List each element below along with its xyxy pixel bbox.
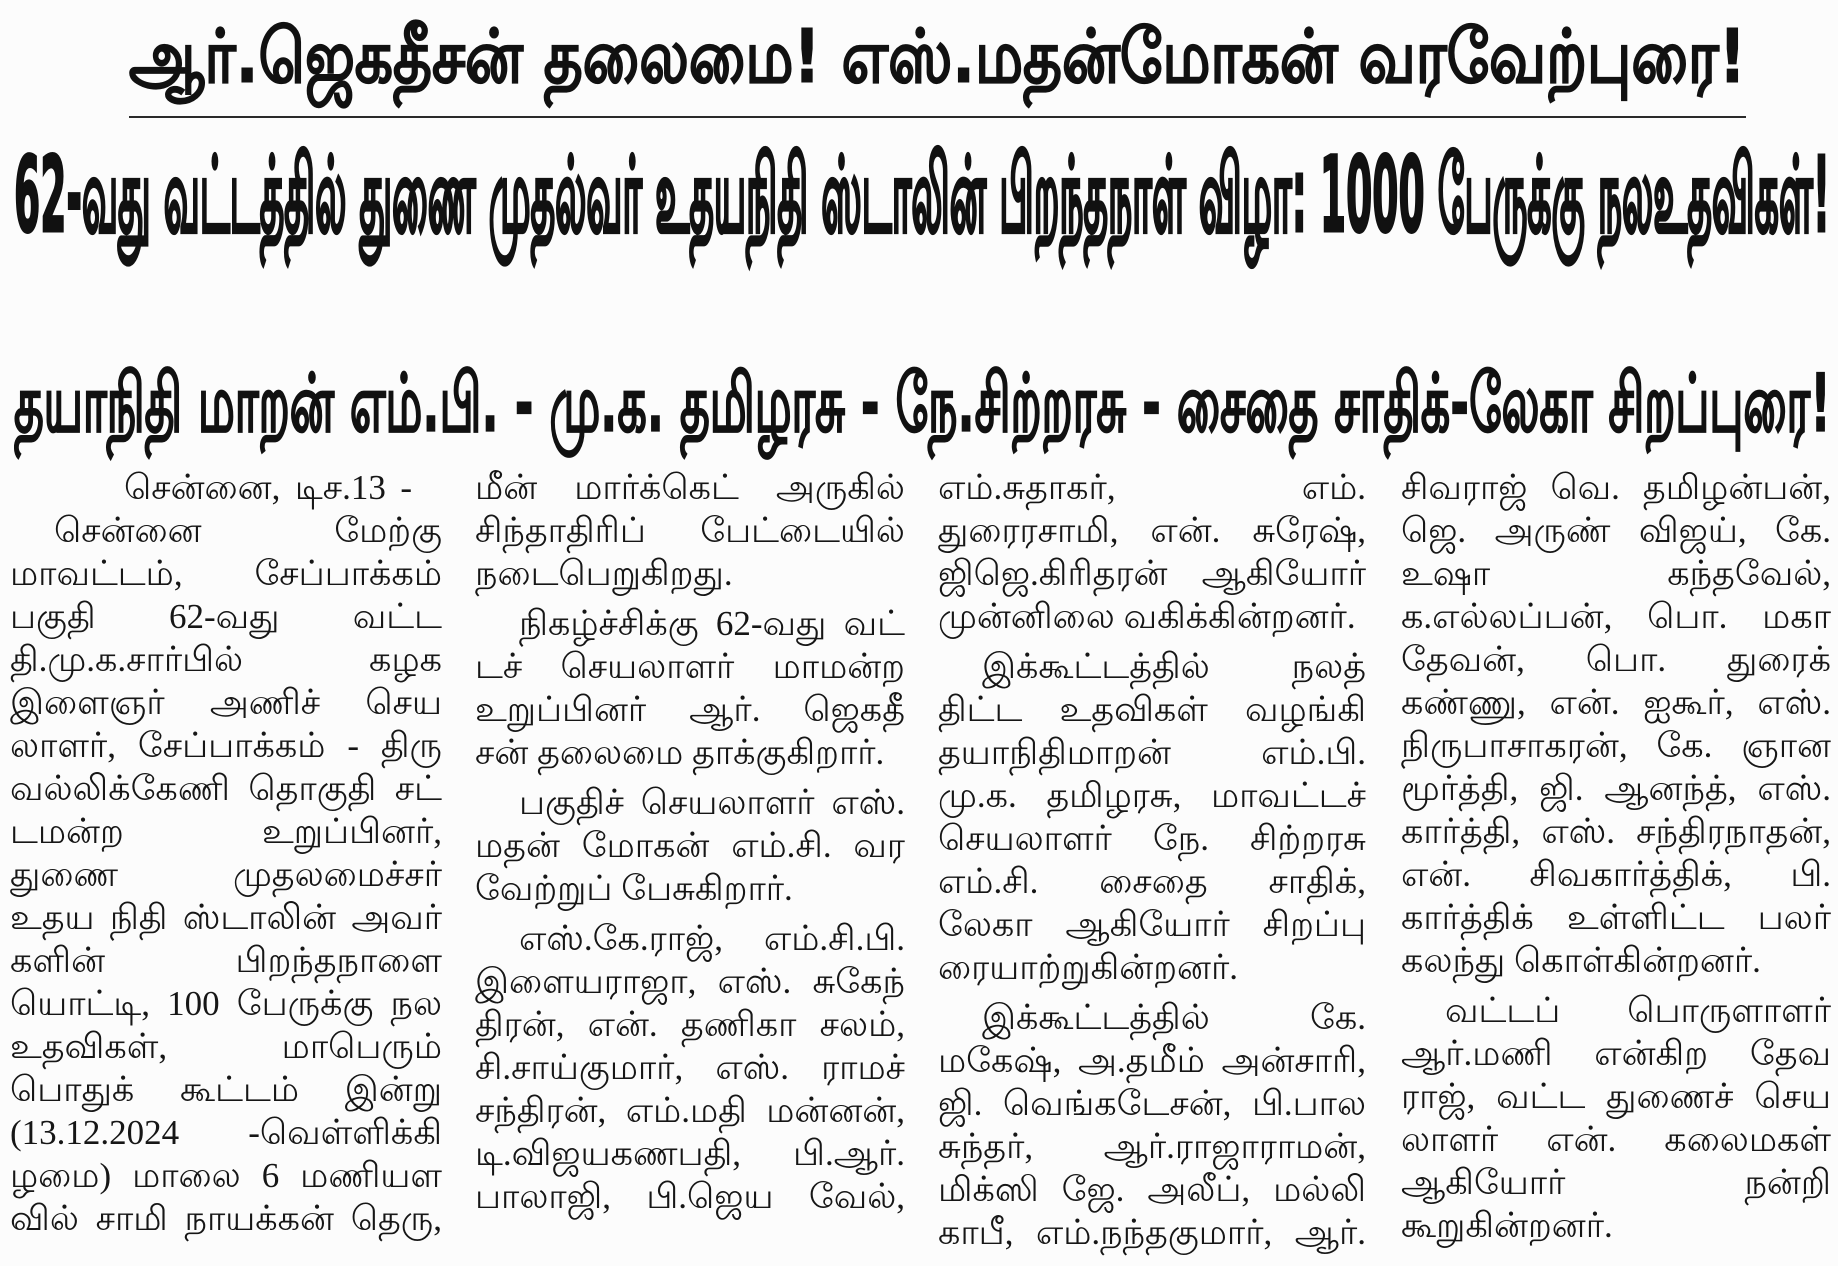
article-line: உதய நிதி ஸ்டாலின் அவர் xyxy=(10,898,442,937)
article-line: மதன் மோகன் எம்.சி. வர xyxy=(475,826,905,865)
article-line: உஷா கந்தவேல், xyxy=(1401,554,1831,593)
article-line: சன் தலைமை தாக்குகிறார். xyxy=(475,733,885,772)
article-column-1 xyxy=(10,466,442,1240)
article-line: டமன்ற உறுப்பினர், xyxy=(10,812,442,851)
article-line: முன்னிலை வகிக்கின்றனர். xyxy=(938,597,1356,636)
article-line: தயாநிதிமாறன் எம்.பி. xyxy=(938,733,1366,772)
article-line: எம்.சி. சைதை சாதிக், xyxy=(938,862,1366,901)
article-line: உறுப்பினர் ஆர். ஜெகதீ xyxy=(475,690,905,729)
article-line: நிகழ்ச்சிக்கு 62-வது வட் xyxy=(519,604,905,643)
article-line: சுந்தர், ஆர்.ராஜாராமன், xyxy=(938,1127,1366,1166)
article-line: கலந்து கொள்கின்றனர். xyxy=(1401,941,1761,980)
article-line: திரன், என். தணிகா சலம், xyxy=(475,1005,905,1044)
headline-rule xyxy=(129,116,1746,118)
article-line: மிக்ஸி ஜே. அலீப், மல்லி xyxy=(938,1170,1366,1209)
article-line: பகுதி 62-வது வட்ட xyxy=(10,597,442,636)
article-line: நிருபாசாகரன், கே. ஞான xyxy=(1401,726,1831,765)
article-line: சந்திரன், எம்.மதி மன்னன், xyxy=(475,1091,905,1130)
article-line: லாளர் என். கலைமகள் xyxy=(1401,1120,1831,1159)
article-line: தி.மு.க.சார்பில் கழக xyxy=(10,640,442,679)
article-line: ஆர்.மணி என்கிற தேவ xyxy=(1401,1034,1831,1073)
article-line: சிந்தாதிரிப் பேட்டையில் xyxy=(475,511,905,550)
article-line: மீன் மார்க்கெட் அருகில் xyxy=(475,468,905,507)
article-line: கார்த்தி, எஸ். சந்திரநாதன், xyxy=(1401,812,1831,851)
article-line: வட்டப் பொருளாளர் xyxy=(1445,991,1831,1030)
article-line: ராஜ், வட்ட துணைச் செய xyxy=(1401,1077,1831,1116)
article-line: கூறுகின்றனர். xyxy=(1401,1206,1613,1245)
article-line: டி.விஜயகணபதி, பி.ஆர். xyxy=(475,1134,905,1173)
article-line: உதவிகள், மாபெரும் xyxy=(10,1027,442,1066)
article-line: பாலாஜி, பி.ஜெய வேல், xyxy=(475,1177,905,1216)
article-line: மகேஷ், அ.தமீம் அன்சாரி, xyxy=(938,1041,1366,1080)
article-column-4 xyxy=(1401,466,1831,1247)
article-line: ரையாற்றுகின்றனர். xyxy=(938,948,1238,987)
article-line: மு.க. தமிழரசு, மாவட்டச் xyxy=(938,776,1366,815)
article-line: துணை முதலமைச்சர் xyxy=(10,855,442,894)
kicker-headline xyxy=(129,7,1746,107)
article-line: கார்த்திக் உள்ளிட்ட பலர் xyxy=(1401,898,1831,937)
article-line: (13.12.2024 -வெள்ளிக்கி xyxy=(10,1113,442,1152)
article-line: செயலாளர் நே. சிற்றரசு xyxy=(938,819,1366,858)
article-line: திட்ட உதவிகள் வழங்கி xyxy=(938,690,1366,729)
article-line: ஜி. வெங்கடேசன், பி.பால xyxy=(938,1084,1366,1123)
article-line: ஜிஜெ.கிரிதரன் ஆகியோர் xyxy=(938,554,1366,593)
article-line: டச் செயலாளர் மாமன்ற xyxy=(475,647,905,686)
article-line: சென்னை மேற்கு xyxy=(54,511,442,550)
article-line: காபீ, எம்.நந்தகுமார், ஆர். xyxy=(938,1213,1366,1252)
article-line: மாவட்டம், சேப்பாக்கம் xyxy=(10,554,442,593)
article-line: இக்கூட்டத்தில் நலத் xyxy=(982,647,1366,686)
main-headline xyxy=(14,130,1830,260)
sub-headline-text: தயாநிதி மாறன் எம்.பி. - மு.க. தமிழரசு - நே.சிற்றரசு - சைதை சாதிக்-லேகா சிறப்புரை! xyxy=(14,357,1831,450)
article-line: பகுதிச் செயலாளர் எஸ். xyxy=(519,783,905,822)
sub-headline xyxy=(14,352,1831,456)
article-line: யொட்டி, 100 பேருக்கு நல xyxy=(10,984,442,1023)
kicker-headline-text: ஆர்.ஜெகதீசன் தலைமை! எஸ்.மதன்மோகன் வரவேற்புரை! xyxy=(129,14,1746,100)
article-line: க.எல்லப்பன், பொ. மகா xyxy=(1401,597,1831,636)
article-line: சி.சாய்குமார், எஸ். ராமச் xyxy=(475,1048,905,1087)
article-line: எம்.சுதாகர், எம். xyxy=(938,468,1366,507)
article-line: பொதுக் கூட்டம் இன்று xyxy=(10,1070,442,1109)
article-line: களின் பிறந்தநாளை xyxy=(10,941,442,980)
article-line: கண்ணு, என். ஐகூர், எஸ். xyxy=(1401,683,1831,722)
article-line: ஆகியோர் நன்றி xyxy=(1401,1163,1831,1202)
article-line: எஸ்.கே.ராஜ், எம்.சி.பி. xyxy=(519,919,905,958)
article-line: ழமை) மாலை 6 மணியள xyxy=(10,1156,442,1195)
article-line: வேற்றுப் பேசுகிறார். xyxy=(475,869,793,908)
article-line: என். சிவகார்த்திக், பி. xyxy=(1401,855,1831,894)
dateline: சென்னை, டிச.13 - xyxy=(124,468,412,507)
article-column-3 xyxy=(938,466,1366,1254)
article-line: இளைஞர் அணிச் செய xyxy=(10,683,442,722)
article-line: துரைரசாமி, என். சுரேஷ், xyxy=(938,511,1366,550)
article-line: மூர்த்தி, ஜி. ஆனந்த், எஸ். xyxy=(1401,769,1831,808)
article-line: லேகா ஆகியோர் சிறப்பு xyxy=(938,905,1366,944)
article-line: சிவராஜ் வெ. தமிழன்பன், xyxy=(1401,468,1831,507)
article-line: வில் சாமி நாயக்கன் தெரு, xyxy=(10,1199,442,1238)
article-line: இளையராஜா, எஸ். சுகேந் xyxy=(475,962,905,1001)
article-line: தேவன், பொ. துரைக் xyxy=(1401,640,1831,679)
article-line: ஜெ. அருண் விஜய், கே. xyxy=(1401,511,1831,550)
article-line: வல்லிக்கேணி தொகுதி சட் xyxy=(10,769,442,808)
article-line: லாளர், சேப்பாக்கம் - திரு xyxy=(10,726,442,765)
article-line: நடைபெறுகிறது. xyxy=(475,554,733,593)
article-line: இக்கூட்டத்தில் கே. xyxy=(982,998,1366,1037)
main-headline-text: 62-வது வட்டத்தில் துணை முதல்வர் உதயநிதி ஸ்டாலின் பிறந்தநாள் விழா: 1000 பேருக்கு நலஉதவிகள்! xyxy=(14,134,1830,256)
article-column-2 xyxy=(475,466,905,1218)
